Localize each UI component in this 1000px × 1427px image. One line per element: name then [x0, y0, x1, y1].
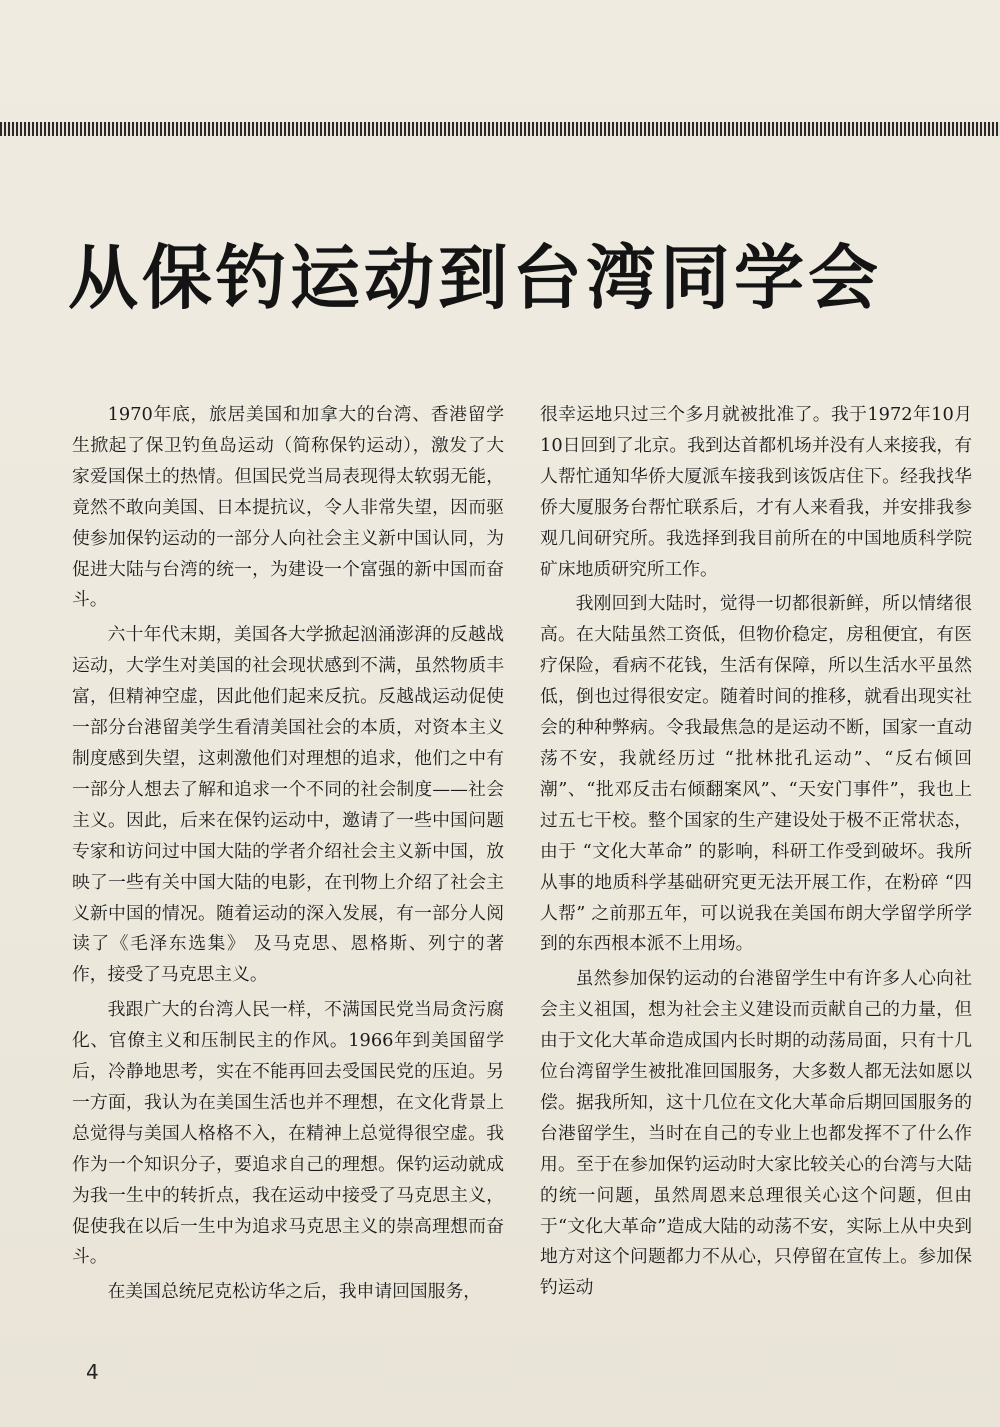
- paragraph: 我刚回到大陆时，觉得一切都很新鲜，所以情绪很高。在大陆虽然工资低，但物价稳定，房租便宜，有医疗保险，看病不花钱，生活有保障，所以生活水平虽然低，倒也过得很安定。随着时间的推移，就看出现实社会的种种弊病。令我最焦急的是运动不断，国家一直动荡不安，我就经历过 “批林批孔运动”、“反右倾回潮”、“批邓反击右倾翻案风”、“天安门事件”，我也上过五七干校。整个国家的生产建设处于极不正常状态，由于 “文化大革命” 的影响，科研工作受到破坏。我所从事的地质科学基础研究更无法开展工作，在粉碎 “四人帮” 之前那五年，可以说我在美国布朗大学留学所学到的东西根本派不上用场。: [540, 593, 972, 955]
- right-column: [540, 400, 972, 1304]
- paragraph: 我跟广大的台湾人民一样，不满国民党当局贪污腐化、官僚主义和压制民主的作风。1966年到美国留学后，冷静地思考，实在不能再回去受国民党的压迫。另一方面，我认为在美国生活也并不理想，在文化背景上总觉得与美国人格格不入，在精神上总觉得很空虚。我作为一个知识分子，要追求自己的理想。保钓运动就成为我一生中的转折点，我在运动中接受了马克思主义，促使我在以后一生中为追求马克思主义的崇高理想而奋斗。: [72, 999, 504, 1268]
- paragraph: 在美国总统尼克松访华之后，我申请回国服务，: [107, 1281, 482, 1303]
- article-title: 从保钓运动到台湾同学会: [68, 236, 882, 319]
- page-number: 4: [86, 1360, 99, 1384]
- paragraph: 六十年代末期，美国各大学掀起汹涌澎湃的反越战运动，大学生对美国的社会现状感到不满，虽然物质丰富，但精神空虚，因此他们起来反抗。反越战运动促使一部分台港留美学生看清美国社会的本质，对资本主义制度感到失望，这刺激他们对理想的追求，他们之中有一部分人想去了解和追求一个不同的社会制度——社会主义。因此，后来在保钓运动中，邀请了一些中国问题专家和访问过中国大陆的学者介绍社会主义新中国，放映了一些有关中国大陆的电影，在刊物上介绍了社会主义新中国的情况。随着运动的深入发展，有一部分人阅读了《毛泽东选集》 及马克思、恩格斯、列宁的著作，接受了马克思主义。: [72, 624, 504, 986]
- left-column: [72, 400, 504, 1308]
- header-rule: [0, 122, 1000, 136]
- paragraph: 虽然参加保钓运动的台港留学生中有许多人心向社会主义祖国，想为社会主义建设而贡献自己的力量，但由于文化大革命造成国内长时期的动荡局面，只有十几位台湾留学生被批准回国服务，大多数人都无法如愿以偿。据我所知，这十几位在文化大革命后期回国服务的台港留学生，当时在自己的专业上也都发挥不了什么作用。至于在参加保钓运动时大家比较关心的台湾与大陆的统一问题，虽然周恩来总理很关心这个问题，但由于“文化大革命”造成大陆的动荡不安，实际上从中央到地方对这个问题都力不从心，只停留在宣传上。参加保钓运动: [540, 968, 972, 1299]
- paragraph-continued: 很幸运地只过三个多月就被批准了。我于1972年10月10日回到了北京。我到达首都机场并没有人来接我，有人帮忙通知华侨大厦派车接我到该饭店住下。经我找华侨大厦服务台帮忙联系后，才有人来看我，并安排我参观几间研究所。我选择到我目前所在的中国地质科学院矿床地质研究所工作。: [540, 404, 972, 580]
- paragraph: 1970年底，旅居美国和加拿大的台湾、香港留学生掀起了保卫钓鱼岛运动（简称保钓运动），激发了大家爱国保土的热情。但国民党当局表现得太软弱无能，竟然不敢向美国、日本提抗议，令人非常失望，因而驱使参加保钓运动的一部分人向社会主义新中国认同，为促进大陆与台湾的统一，为建设一个富强的新中国而奋斗。: [72, 404, 504, 611]
